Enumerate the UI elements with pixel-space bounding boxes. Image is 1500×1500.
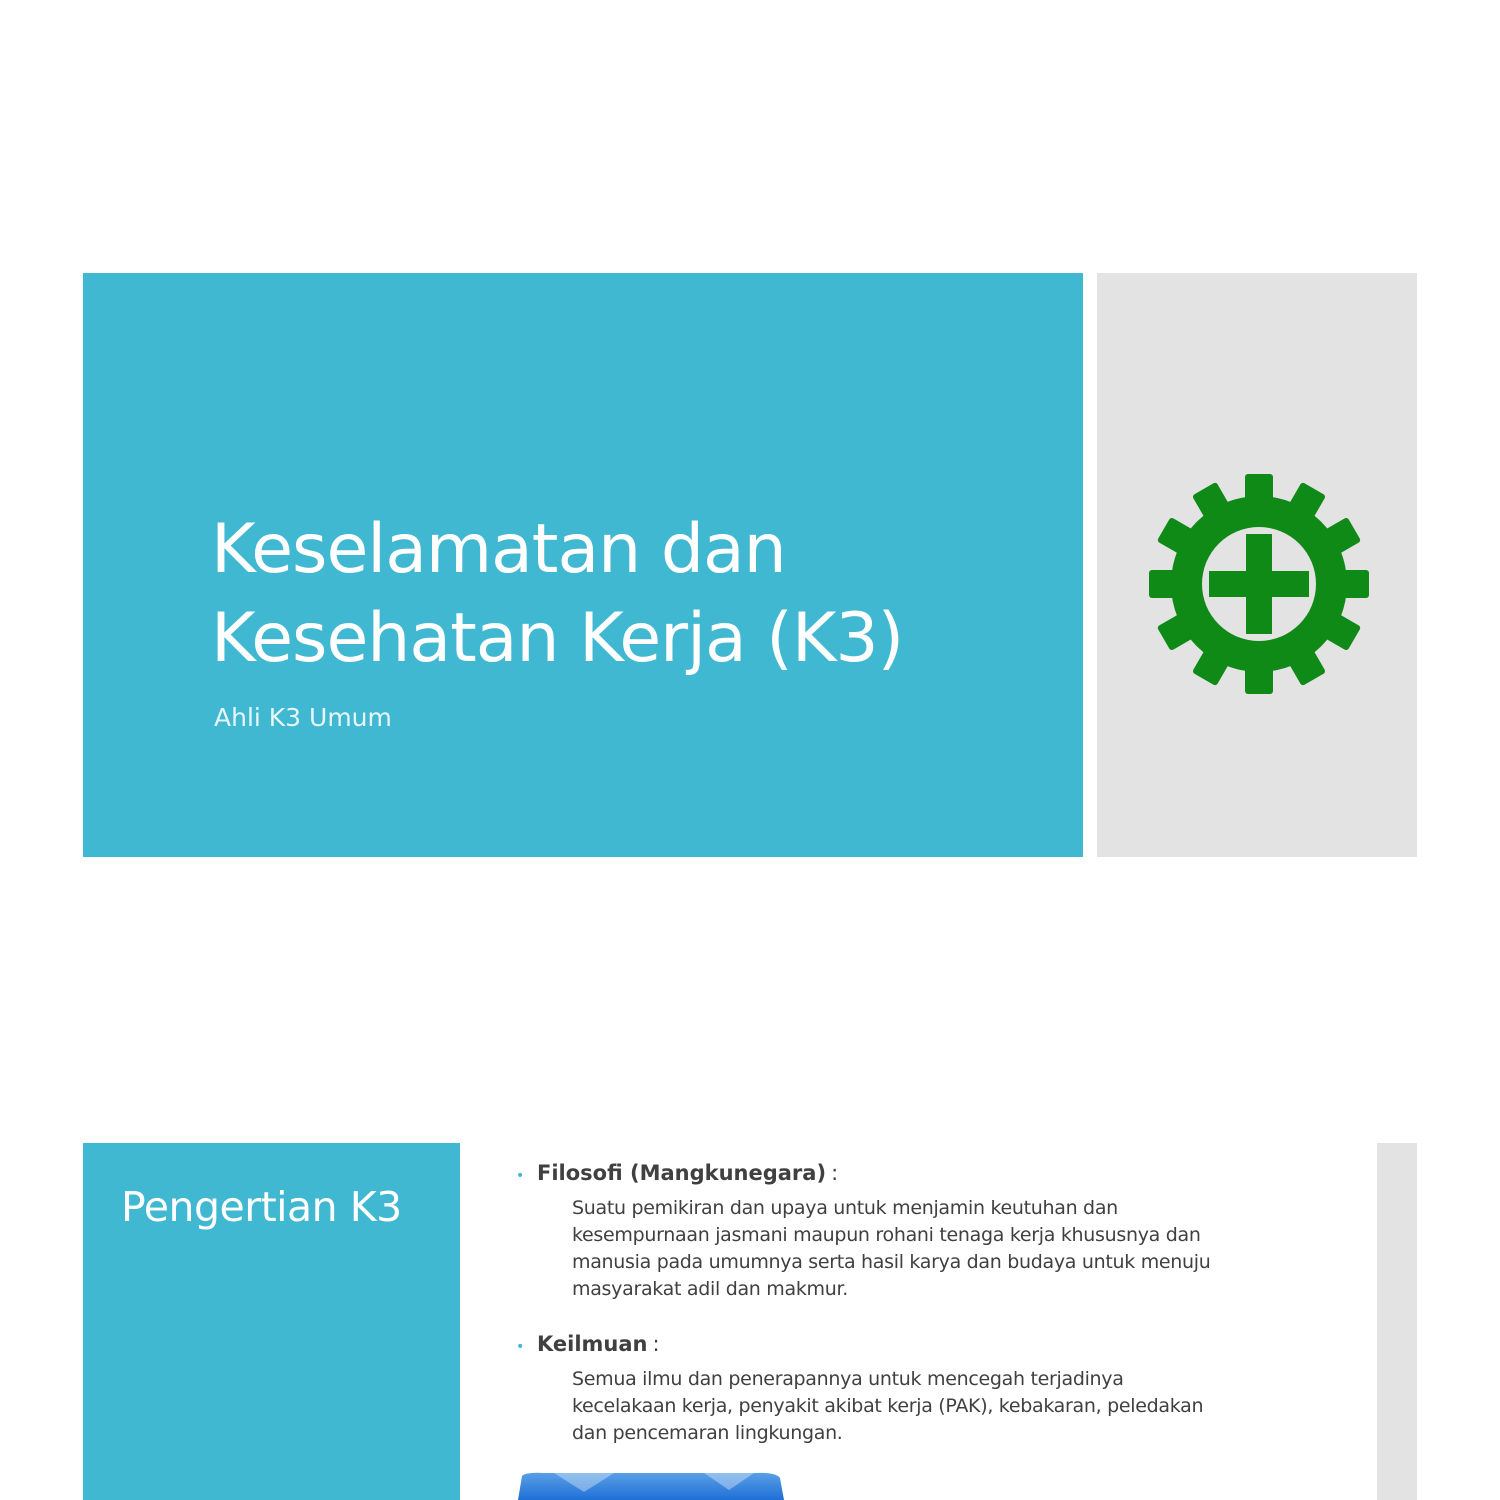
k3-gear-cross-logo-icon: [1147, 473, 1371, 695]
list-item: [516, 1158, 1316, 1303]
slide-subtitle: Ahli K3 Umum: [214, 703, 392, 732]
list-item-description: [572, 1366, 1292, 1447]
definition-side-strip: [1377, 1143, 1417, 1500]
logo-panel: [1097, 273, 1417, 857]
description-line: dan pencemaran lingkungan.: [572, 1422, 843, 1444]
description-line: Semua ilmu dan penerapannya untuk mencegah terjadinya: [572, 1368, 1124, 1390]
bullet-icon: •: [516, 1168, 525, 1184]
list-item-term: Filosofi (Mangkunegara): [537, 1161, 827, 1185]
list-item-colon: :: [652, 1332, 660, 1356]
slide-title: [211, 505, 1031, 683]
slide-title-line-1: Keselamatan dan: [211, 510, 786, 589]
bullet-icon: •: [516, 1339, 525, 1355]
title-panel: [83, 273, 1083, 857]
list-item-description: [572, 1195, 1292, 1303]
list-item: [516, 1329, 1316, 1447]
list-item-term: Keilmuan: [537, 1332, 648, 1356]
list-item-heading: [516, 1158, 1316, 1191]
definition-title: Pengertian K3: [121, 1183, 402, 1231]
description-line: manusia pada umumnya serta hasil karya dan budaya untuk menuju: [572, 1251, 1211, 1273]
description-line: kecelakaan kerja, penyakit akibat kerja (PAK), kebakaran, peledakan: [572, 1395, 1204, 1417]
definition-list: [516, 1158, 1316, 1473]
definition-title-panel: [83, 1143, 460, 1500]
list-item-heading: [516, 1329, 1316, 1362]
slide-title-line-2: Kesehatan Kerja (K3): [211, 599, 904, 678]
photo-fragment-icon: [514, 1470, 786, 1500]
description-line: masyarakat adil dan makmur.: [572, 1278, 848, 1300]
description-line: kesempurnaan jasmani maupun rohani tenaga kerja khususnya dan: [572, 1224, 1201, 1246]
list-item-colon: :: [831, 1161, 839, 1185]
description-line: Suatu pemikiran dan upaya untuk menjamin keutuhan dan: [572, 1197, 1118, 1219]
